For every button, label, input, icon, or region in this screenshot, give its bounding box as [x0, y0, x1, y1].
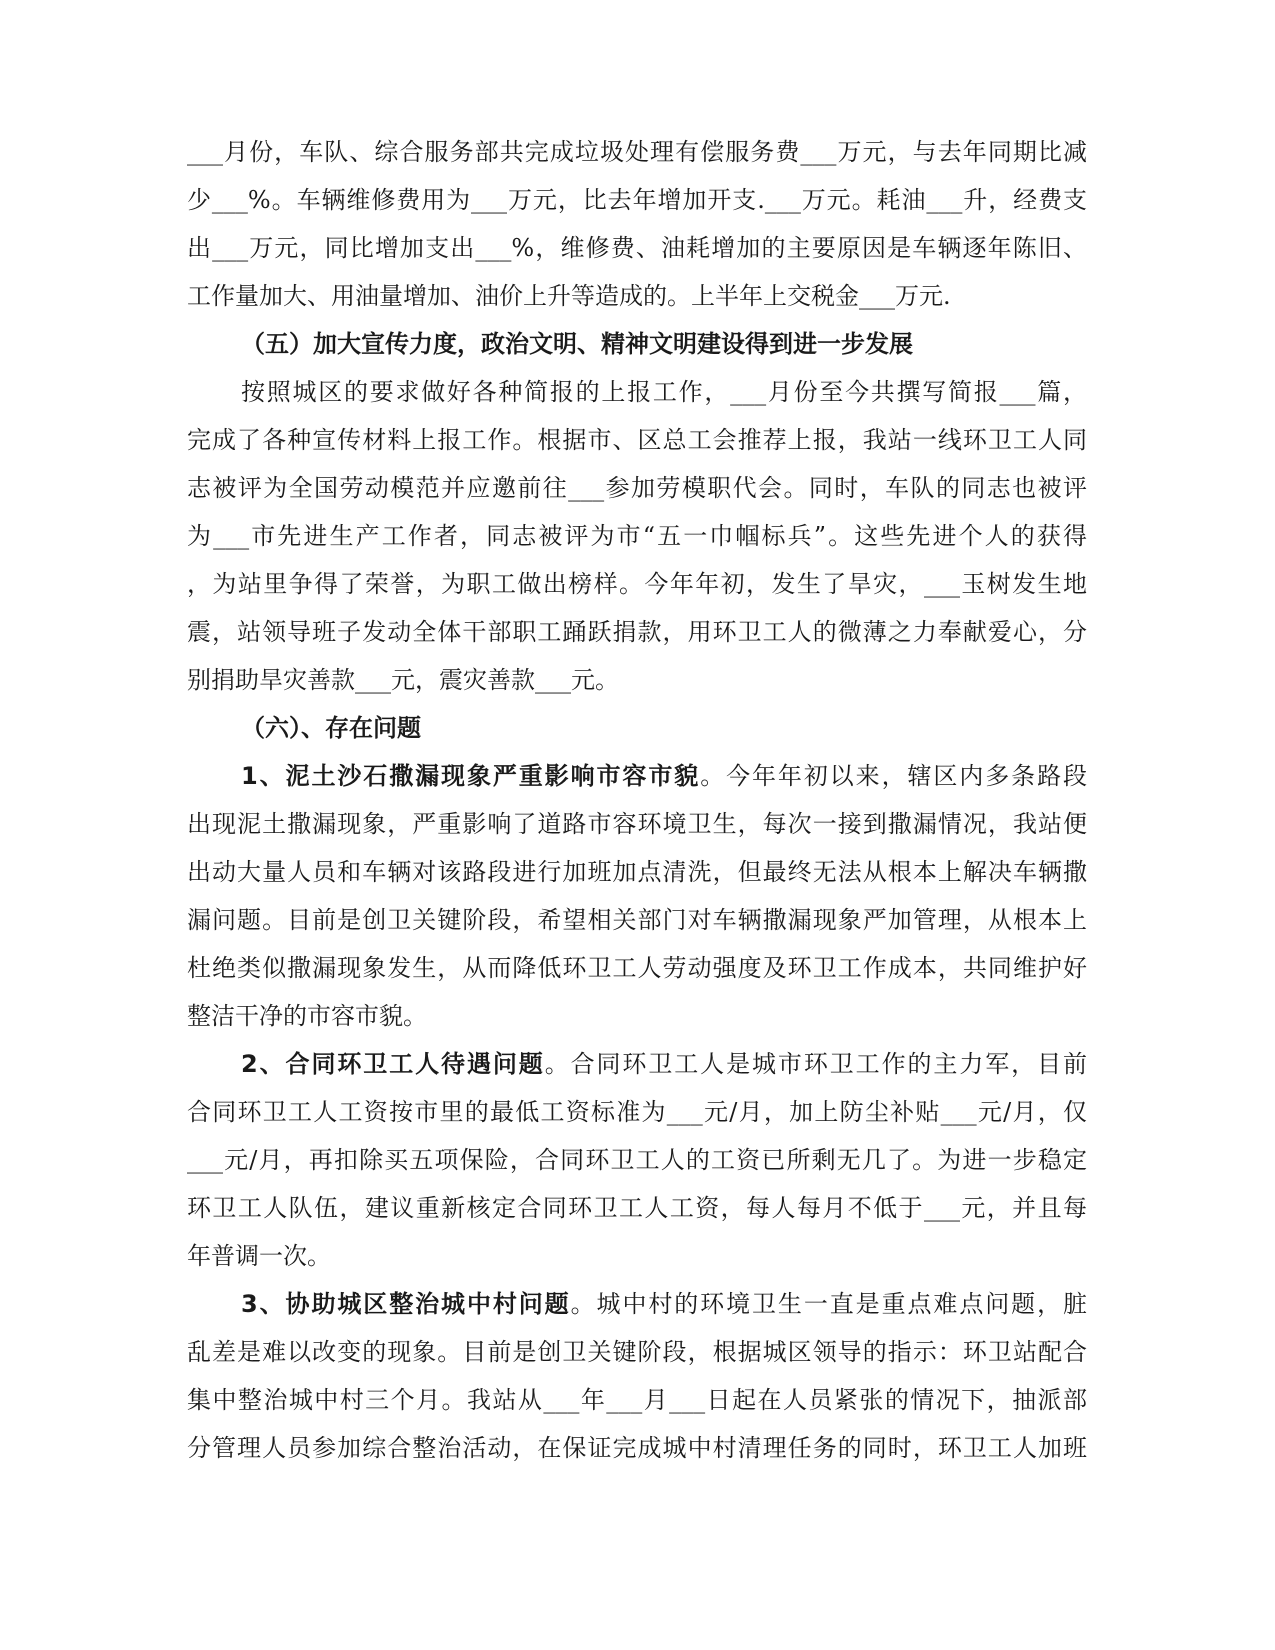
text-line [187, 1040, 1087, 1088]
text-line: 工作量加大、用油量增加、油价上升等造成的。上半年上交税金___万元. [187, 282, 951, 310]
text-line: 少___%。车辆维修费用为___万元，比去年增加开支.___万元。耗油___升，经费支 [187, 186, 1087, 214]
section-heading-6: （六）、存在问题 [241, 714, 421, 742]
text-line: 出动大量人员和车辆对该路段进行加班加点清洗，但最终无法从根本上解决车辆撒 [187, 858, 1087, 886]
text-line: 乱差是难以改变的现象。目前是创卫关键阶段，根据城区领导的指示：环卫站配合 [187, 1338, 1087, 1366]
issue-3-title: 3、协助城区整治城中村问题 [241, 1290, 571, 1318]
issue-1-text: 。今年年初以来，辖区内多条路段 [700, 762, 1087, 790]
text-line: 整洁干净的市容市貌。 [187, 1002, 427, 1030]
text-line: 出现泥土撒漏现象，严重影响了道路市容环境卫生，每次一接到撒漏情况，我站便 [187, 810, 1087, 838]
text-line [187, 1280, 1087, 1328]
issue-2-title: 2、合同环卫工人待遇问题 [241, 1050, 545, 1078]
text-line: ___元/月，再扣除买五项保险，合同环卫工人的工资已所剩无几了。为进一步稳定 [187, 1146, 1087, 1174]
text-line: 别捐助旱灾善款___元，震灾善款___元。 [187, 666, 619, 694]
text-line: ___月份，车队、综合服务部共完成垃圾处理有偿服务费___万元，与去年同期比减 [187, 138, 1087, 166]
text-line: 震，站领导班子发动全体干部职工踊跃捐款，用环卫工人的微薄之力奉献爱心，分 [187, 618, 1087, 646]
text-line: 完成了各种宣传材料上报工作。根据市、区总工会推荐上报，我站一线环卫工人同 [187, 426, 1087, 454]
text-line: ，为站里争得了荣誉，为职工做出榜样。今年年初，发生了旱灾，___玉树发生地 [187, 570, 1087, 598]
text-line: 为___市先进生产工作者，同志被评为市“五一巾帼标兵”。这些先进个人的获得 [187, 522, 1087, 550]
text-line [187, 752, 1087, 800]
text-line: 环卫工人队伍，建议重新核定合同环卫工人工资，每人每月不低于___元，并且每 [187, 1194, 1087, 1222]
text-line: 漏问题。目前是创卫关键阶段，希望相关部门对车辆撒漏现象严加管理，从根本上 [187, 906, 1087, 934]
text-line: 按照城区的要求做好各种简报的上报工作，___月份至今共撰写简报___篇， [241, 378, 1087, 406]
issue-2-text: 。合同环卫工人是城市环卫工作的主力军，目前 [544, 1050, 1087, 1078]
document-body [187, 128, 1087, 1472]
section-heading-5: （五）加大宣传力度，政治文明、精神文明建设得到进一步发展 [241, 330, 913, 358]
text-line: 分管理人员参加综合整治活动，在保证完成城中村清理任务的同时，环卫工人加班 [187, 1434, 1087, 1462]
text-line: 志被评为全国劳动模范并应邀前往___参加劳模职代会。同时，车队的同志也被评 [187, 474, 1087, 502]
issue-1-title: 1、泥土沙石撒漏现象严重影响市容市貌 [241, 762, 701, 790]
text-line: 集中整治城中村三个月。我站从___年___月___日起在人员紧张的情况下，抽派部 [187, 1386, 1087, 1414]
text-line: 出___万元，同比增加支出___%，维修费、油耗增加的主要原因是车辆逐年陈旧、 [187, 234, 1087, 262]
text-line: 年普调一次。 [187, 1242, 331, 1270]
text-line: 合同环卫工人工资按市里的最低工资标准为___元/月，加上防尘补贴___元/月，仅 [187, 1098, 1087, 1126]
text-line: 杜绝类似撒漏现象发生，从而降低环卫工人劳动强度及环卫工作成本，共同维护好 [187, 954, 1087, 982]
issue-3-text: 。城中村的环境卫生一直是重点难点问题，脏 [570, 1290, 1087, 1318]
